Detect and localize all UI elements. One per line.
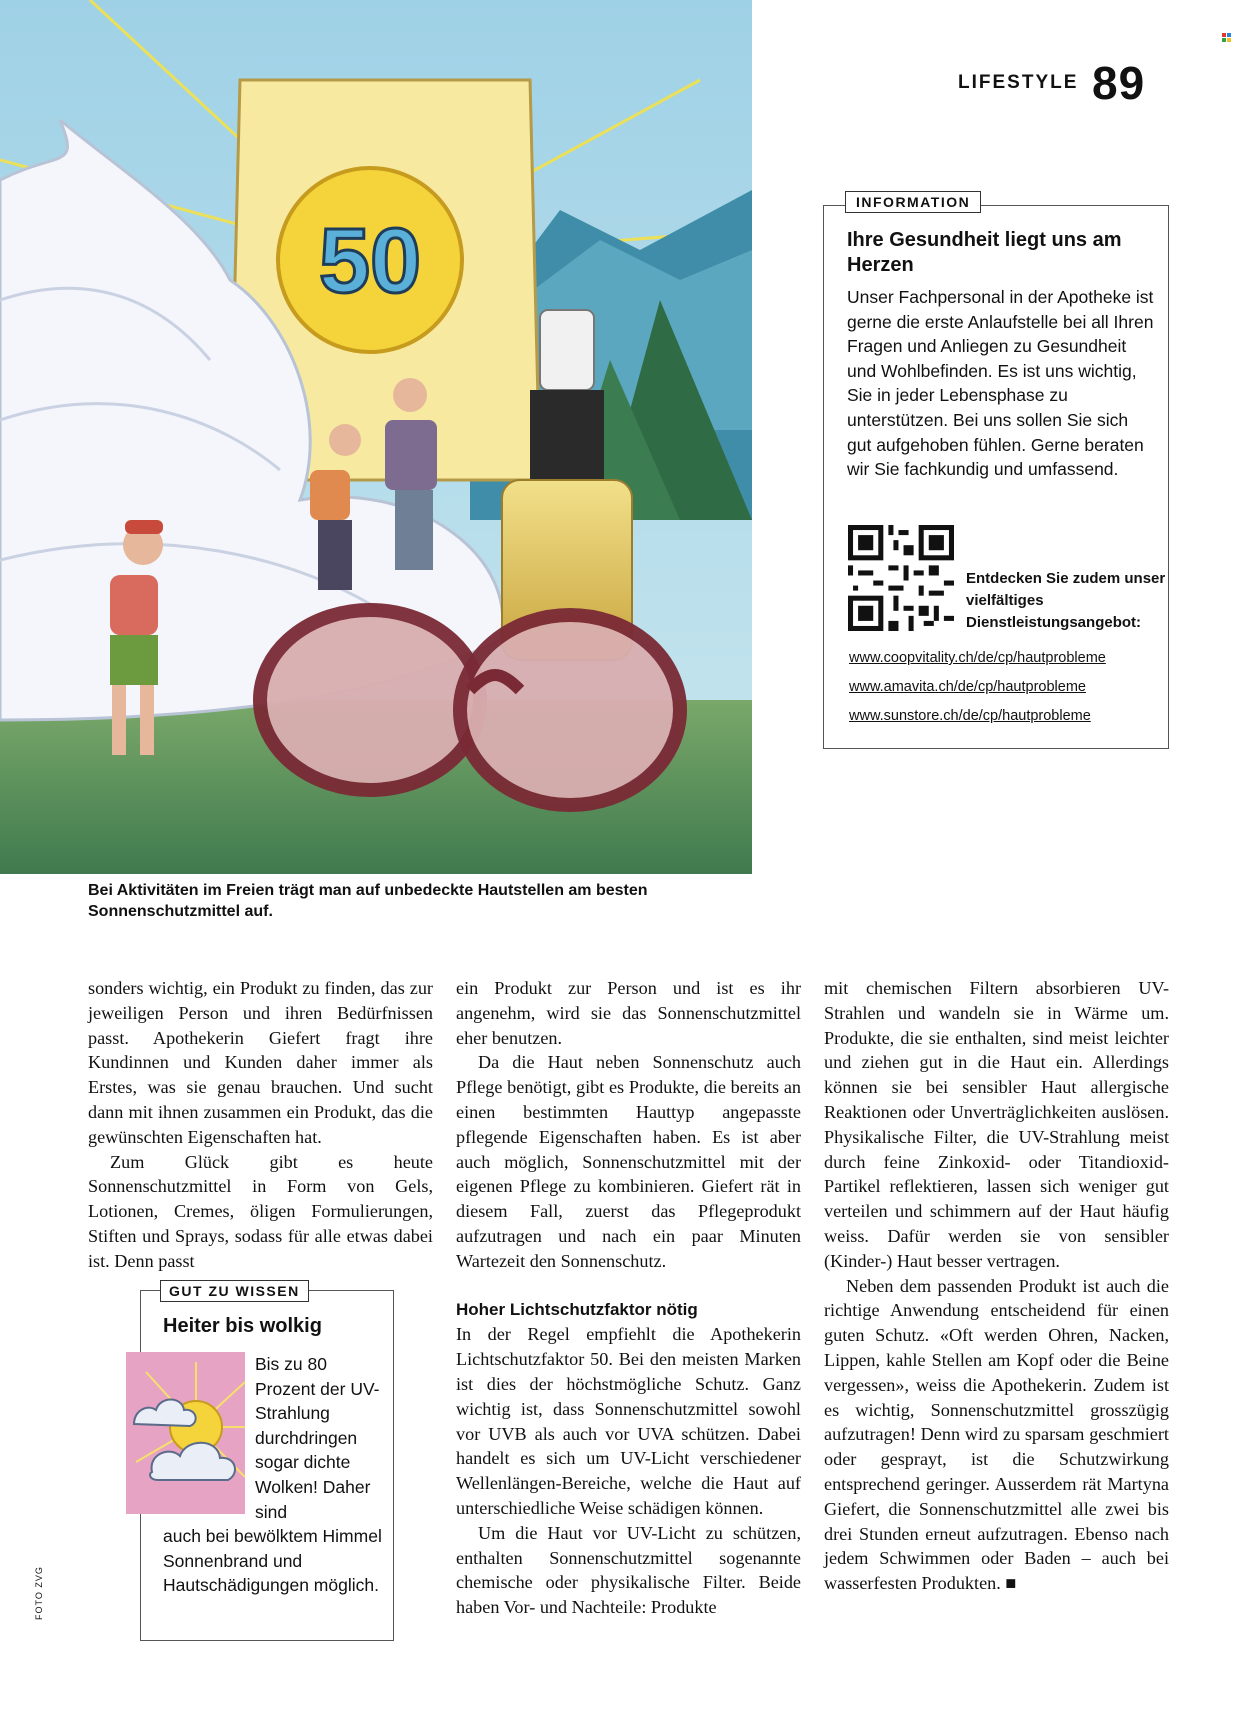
information-title: Ihre Gesundheit liegt uns am Herzen [847,229,1122,276]
col1-paragraph-2: Zum Glück gibt es heute Sonnenschutzmittel in Form von Gels, Lotionen, Cremes, öligen Formulierungen, Stiften und Sprays, sodass für alle etwas dabei ist. Denn passt [88,1151,433,1271]
col3-paragraph-1: mit chemischen Filtern absorbieren UV-Strahlen und wandeln sie in Wärme um. Produkte, die sie enthalten, sind meist leichter und ziehen gut in die Haut ein. Allerdings können sie bei sensibler Haut allergische Reaktionen oder Unverträglichkeiten auslösen. Physikalische Filter, die UV-Strahlung meist durch feine Zinkoxid- oder Titandioxid-Partikel reflektieren, lassen sich weniger gut verteilen und schimmern auf der Haut häufig weiss. Dafür werden sie von sensibler (Kinder-) Haut besser vertragen. [824,978,1169,1271]
sunscreen-illustration [0,0,752,874]
sun-cloud-icon [126,1352,245,1514]
col2-subheading: Hoher Lichtschutzfaktor nötig [456,1299,698,1319]
article-column-3 [824,976,1169,1596]
photo-credit: FOTO ZVG [34,1566,44,1620]
link-amavita[interactable]: www.amavita.ch/de/cp/hautprobleme [849,679,1086,695]
link-coopvitality[interactable]: www.coopvitality.ch/de/cp/hautprobleme [849,650,1106,666]
page-number: 89 [1092,57,1146,109]
information-body: Unser Fachpersonal in der Apotheke ist gerne die erste Anlaufstelle bei all Ihren Fragen und Anliegen zu Gesundheit und Wohlbefinden. Es ist uns wichtig, Sie in jeder Lebensphase zu unterstützen. Bei uns sollen Sie sich gut aufgehoben fühlen. Gerne beraten wir Sie fachkundig und umfassend. [847,287,1154,480]
brand-mark-icon [1222,33,1232,43]
good-to-know-tag: GUT ZU WISSEN [160,1280,309,1302]
spf-label: 50 [318,210,422,312]
end-mark-icon: ■ [1005,1573,1017,1594]
information-promo: Entdecken Sie zudem unser vielfältiges Dienstleistungsangebot: [966,570,1166,631]
col1-paragraph-1: sonders wichtig, ein Produkt zu finden, das zur jeweiligen Person und ihren Bedürfnissen passt. Apothekerin Giefert fragt ihre Kundinnen und Kunden daher immer als Erstes, was sie genau brauchen. Und sucht dann mit ihnen zusammen ein Produkt, das die gewünschten Eigenschaften hat. [88,978,433,1147]
col3-paragraph-2 [824,1274,1169,1596]
article-column-2 [456,976,801,1620]
information-tag: INFORMATION [845,191,981,213]
col2-paragraph-3: In der Regel empfiehlt die Apothekerin Lichtschutzfaktor 50. Bei den meisten Marken ist dies der höchstmögliche Schutz. Ganz wichtig ist, dass Sonnenschutzmittel sowohl vor UVB als auch vor UVA schützen. Dabei handelt es sich um UV-Licht verschiedener Wellenlängen-Bereiche, welche die Haut auf unterschiedliche Weise schädigen können. [456,1324,801,1518]
link-sunstore[interactable]: www.sunstore.ch/de/cp/hautprobleme [849,708,1091,724]
col2-paragraph-4: Um die Haut vor UV-Licht zu schützen, enthalten Sonnenschutzmittel sogenannte chemische oder physikalische Filter. Beide haben Vor- und Nachteile: Produkte [456,1522,801,1618]
col2-paragraph-1: ein Produkt zur Person und ist es ihr angenehm, wird sie das Sonnenschutzmittel eher benutzen. [456,978,801,1048]
qr-code-icon[interactable] [848,525,954,631]
good-to-know-text-1: Bis zu 80 Prozent der UV-Strahlung durchdringen sogar dichte Wolken! Daher sind [255,1354,380,1522]
image-caption: Bei Aktivitäten im Freien trägt man auf unbedeckte Hautstellen am besten Sonnenschutzmittel auf. [88,882,648,920]
article-column-1 [88,976,433,1274]
col3-paragraph-2-text: Neben dem passenden Produkt ist auch die richtige Anwendung entscheidend für einen guten Schutz. «Oft werden Ohren, Nacken, Lippen, kahle Stellen am Kopf oder die Beine vergessen», weiss die Apothekerin. Zudem ist es wichtig, Sonnenschutzmittel grosszügig aufzutragen! Denn wird zu sparsam geschmiert oder gesprayt, ist die Schutzwirkung entsprechend geringer. Ausserdem rät Martyna Giefert, die Sonnenschutzmittel alle zwei bis drei Stunden erneut aufzutragen. Ebenso nach jedem Schwimmen oder Baden – auch bei wasserfesten Produkten. [824,1275,1169,1594]
col2-paragraph-2: Da die Haut neben Sonnenschutz auch Pflege benötigt, gibt es Produkte, die bereits an einen bestimmten Hauttyp angepasste pflegende Eigenschaften haben. Es ist aber auch möglich, Sonnenschutzmittel mit der eigenen Pflege zu kombinieren. Giefert rät in diesem Fall, zuerst das Pflegeprodukt aufzutragen und nach ein paar Minuten Wartezeit den Sonnenschutz. [456,1052,801,1271]
good-to-know-title: Heiter bis wolkig [163,1315,322,1337]
section-label: LIFESTYLE [958,72,1079,93]
good-to-know-text-2: auch bei bewölktem Himmel Sonnenbrand und Hautschädigungen möglich. [163,1526,382,1596]
